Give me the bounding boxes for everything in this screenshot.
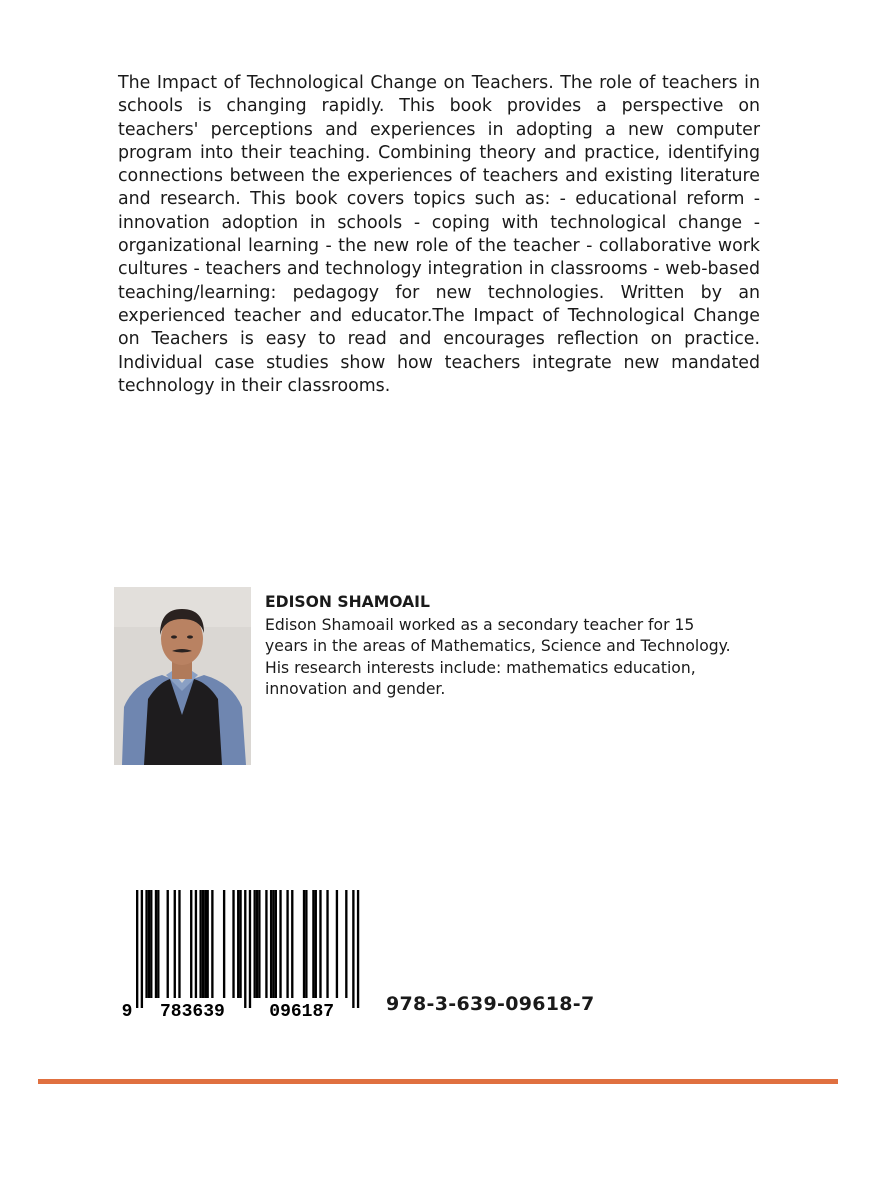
barcode-bar [291, 890, 293, 998]
barcode-bar [202, 890, 204, 998]
barcode-bar [150, 890, 152, 998]
barcode-bar [157, 890, 159, 998]
barcode-bar [239, 890, 241, 998]
orange-divider [38, 1079, 838, 1084]
barcode-bar [326, 890, 328, 998]
barcode-bar [145, 890, 147, 998]
barcode-bar [207, 890, 209, 998]
barcode-bar [174, 890, 176, 998]
barcode-bar [286, 890, 288, 998]
barcode-bar [336, 890, 338, 998]
barcode-bar [258, 890, 260, 998]
barcode-bar [155, 890, 157, 998]
barcode-bar [199, 890, 201, 998]
barcode-bar [275, 890, 277, 998]
barcode-bar [357, 890, 359, 1008]
barcode-digits: 9 [121, 1002, 133, 1020]
barcode-bar [178, 890, 180, 998]
author-photo [114, 587, 251, 765]
back-cover-blurb: The Impact of Technological Change on Teachers. The role of teachers in schools is changing rapidly. This book provides a perspective on teachers' perceptions and experiences in adopting a new computer program into their teaching. Combining theory and practice, identifying connections between the experiences of teachers and existing literature and research. This book covers topics such as: - educational reform - innovation adoption in schools - coping with technological change - organizational learning - the new role of the teacher - collaborative work cultures - teachers and technology integration in classrooms - web-based teaching/learning: pedagogy for new technologies. Written by an experienced teacher and educator.The Impact of Technological Change on Teachers is easy to read and encourages reflection on practice. Individual case studies show how teachers integrate new mandated technology in their classrooms. [118, 73, 760, 396]
barcode-bar [141, 890, 143, 1008]
barcode-bar [265, 890, 267, 998]
barcode-bar [190, 890, 192, 998]
barcode-bar [136, 890, 138, 1008]
barcode-bar [232, 890, 234, 998]
barcode-bar [345, 890, 347, 998]
isbn-number: 978-3-639-09618-7 [386, 993, 595, 1015]
barcode-bar [319, 890, 321, 998]
barcode-bar [204, 890, 206, 998]
barcode-bar [211, 890, 213, 998]
barcode-bar [148, 890, 150, 998]
barcode-bar [303, 890, 305, 998]
author-bio: Edison Shamoail worked as a secondary teacher for 15 years in the areas of Mathematics, Science and Technology. His research interests include: mathematics education, innovation and gender. [265, 615, 731, 699]
barcode-bar [237, 890, 239, 998]
barcode-bar [279, 890, 281, 998]
barcode-digits: 096187 [269, 1002, 335, 1020]
barcode-bar [315, 890, 317, 998]
author-section [265, 592, 745, 701]
barcode [118, 890, 368, 1020]
barcode-bar [223, 890, 225, 998]
author-name: EDISON SHAMOAIL [265, 593, 430, 611]
barcode-bar [167, 890, 169, 998]
barcode-bar [195, 890, 197, 998]
barcode-bar [244, 890, 246, 1008]
barcode-bar [249, 890, 251, 1008]
barcode-bar [312, 890, 314, 998]
barcode-digits: 783639 [159, 1002, 225, 1020]
barcode-bar [305, 890, 307, 998]
barcode-bar [256, 890, 258, 998]
barcode-bar [254, 890, 256, 998]
barcode-bar [352, 890, 354, 1008]
barcode-bar [270, 890, 272, 998]
barcode-bar [272, 890, 274, 998]
